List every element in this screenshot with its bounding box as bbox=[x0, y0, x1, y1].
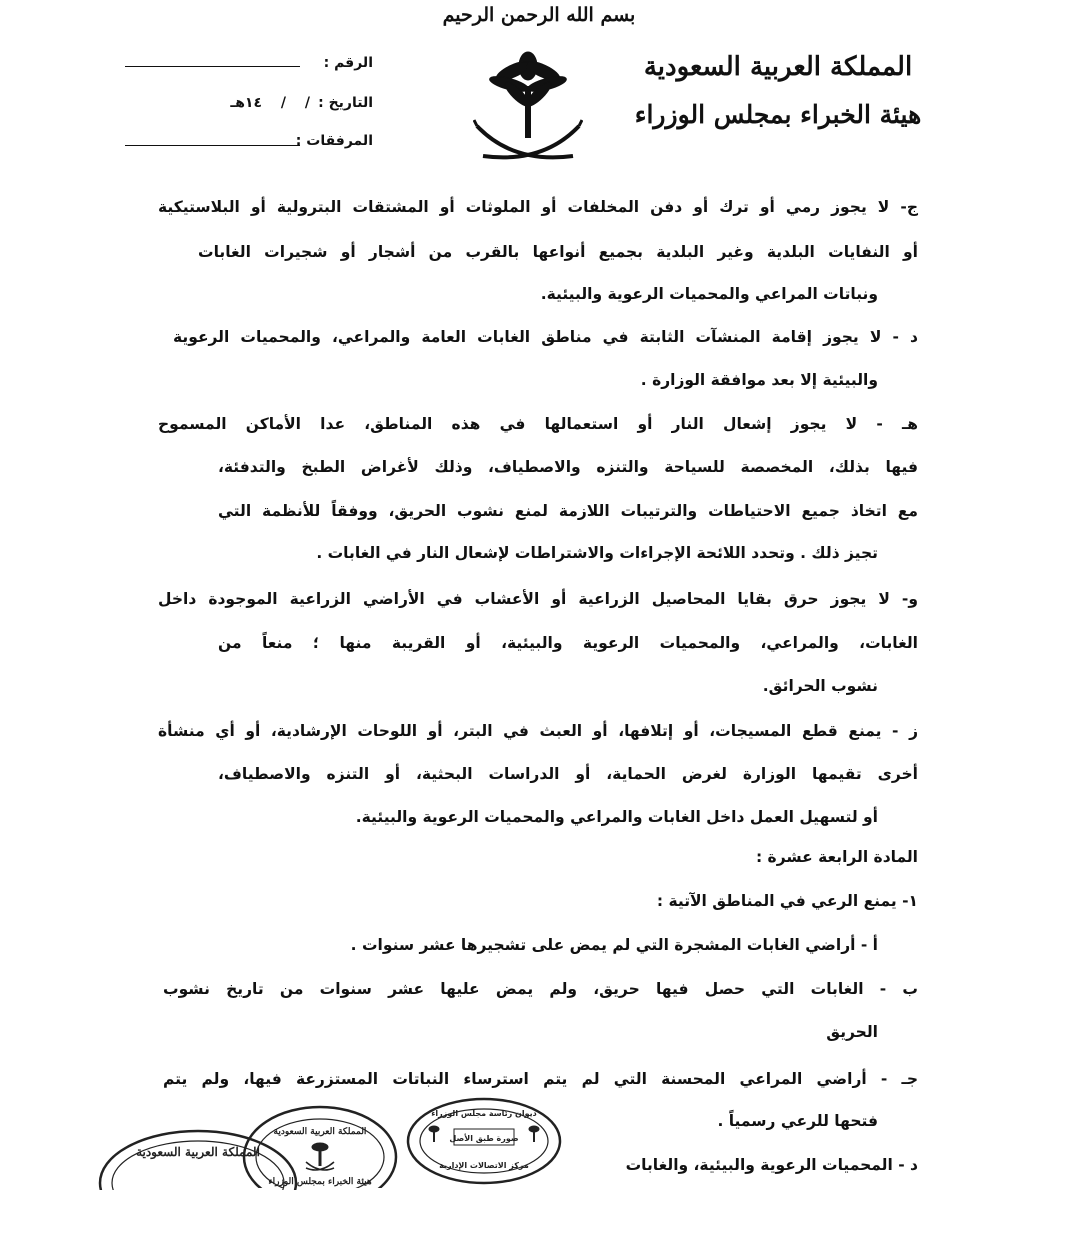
body-line: أخرى تقيمها الوزارة لغرض الحماية، أو الدراسات البحثية، أو التنزه والاصطياف، bbox=[218, 765, 918, 783]
body-line: الحريق bbox=[826, 1023, 878, 1041]
body-line: نشوب الحرائق. bbox=[762, 677, 878, 695]
body-line: ج- لا يجوز رمي أو ترك أو دفن المخلفات أو الملوثات أو المشتقات البترولية أو البلاستيكية bbox=[158, 198, 918, 216]
middle-stamp-bottom-text: هيئة الخبراء بمجلس الوزراء bbox=[268, 1177, 372, 1187]
palm-swords-emblem-icon bbox=[473, 46, 583, 174]
date-value: / / ١٤هـ bbox=[230, 95, 310, 111]
body-line: أ - أراضي الغابات المشجرة التي لم يمض على تشجيرها عشر سنوات . bbox=[350, 936, 878, 954]
body-line: و- لا يجوز حرق بقايا المحاصيل الزراعية أو الأعشاب في الأراضي الزراعية الموجودة داخل bbox=[158, 590, 918, 608]
certified-copy-stamp bbox=[404, 1096, 564, 1186]
reference-label: الرقم : bbox=[323, 55, 373, 71]
body-line: والبيئية إلا بعد موافقة الوزارة . bbox=[640, 371, 878, 389]
date-label: التاريخ : bbox=[318, 95, 373, 111]
org-name: المملكة العربية السعودية bbox=[643, 52, 913, 82]
body-line: جـ - أراضي المراعي المحسنة التي لم يتم استرساء النباتات المستزرعة فيها، ولم يتم bbox=[163, 1070, 918, 1088]
body-line: هـ - لا يجوز إشعال النار أو استعمالها في هذه المناطق، عدا الأماكن المسموح bbox=[158, 415, 918, 433]
body-line: أو لتسهيل العمل داخل الغابات والمراعي والمحميات الرعوية والبيئية. bbox=[355, 808, 878, 826]
basmala: بسم الله الرحمن الرحيم bbox=[442, 4, 636, 26]
body-line: أو النفايات البلدية وغير البلدية بجميع أنواعها بالقرب من أشجار أو شجيرات الغابات bbox=[198, 243, 918, 261]
attachments-label: المرفقات : bbox=[295, 133, 373, 149]
body-line: ب - الغابات التي حصل فيها حريق، ولم يمض عليها عشر سنوات من تاريخ نشوب bbox=[163, 980, 918, 998]
body-line: مع اتخاذ جميع الاحتياطات والترتيبات اللازمة لمنع نشوب الحريق، ووفقاً للأنظمة التي bbox=[218, 502, 918, 520]
reference-line bbox=[125, 66, 300, 67]
middle-stamp-emblem-icon bbox=[306, 1143, 334, 1170]
right-stamp-bottom-text: مركز الاتصالات الإدارية bbox=[439, 1161, 529, 1170]
right-stamp-top-text: ديوان رئاسة مجلس الوزراء bbox=[431, 1109, 537, 1118]
body-line: ١- يمنع الرعي في المناطق الآتية : bbox=[656, 892, 918, 910]
body-line: د - لا يجوز إقامة المنشآت الثابتة في مناطق الغابات العامة والمراعي، والمحميات الرعوية bbox=[173, 328, 918, 346]
body-line: ونباتات المراعي والمحميات الرعوية والبيئية. bbox=[540, 285, 878, 303]
middle-stamp-top-text: المملكة العربية السعودية bbox=[273, 1127, 367, 1137]
body-line: فتحها للرعي رسمياً . bbox=[717, 1112, 878, 1130]
attachments-line bbox=[125, 145, 300, 146]
org-department: هيئة الخبراء بمجلس الوزراء bbox=[634, 100, 922, 129]
body-line: د - المحميات الرعوية والبيئية، والغابات bbox=[625, 1156, 918, 1174]
body-line: تجيز ذلك . وتحدد اللائحة الإجراءات والاشتراطات لإشعال النار في الغابات . bbox=[316, 544, 878, 562]
article-heading: المادة الرابعة عشرة : bbox=[755, 848, 918, 866]
body-line: الغابات، والمراعي، والمحميات الرعوية والبيئية، أو القريبة منها ؛ منعاً من bbox=[218, 634, 918, 652]
middle-seal-stamp bbox=[240, 1102, 400, 1188]
body-line: فيها بذلك، المخصصة للسياحة والتنزه والاصطياف، وذلك لأغراض الطبخ والتدفئة، bbox=[218, 458, 918, 476]
right-stamp-center-text: صورة طبق الأصل bbox=[449, 1134, 519, 1143]
left-stamp-text: المملكة العربية السعودية bbox=[136, 1145, 260, 1159]
body-line: ز - يمنع قطع المسيجات، أو إتلافها، أو العبث في البتر، أو اللوحات الإرشادية، أو أي منشأة bbox=[158, 722, 918, 740]
